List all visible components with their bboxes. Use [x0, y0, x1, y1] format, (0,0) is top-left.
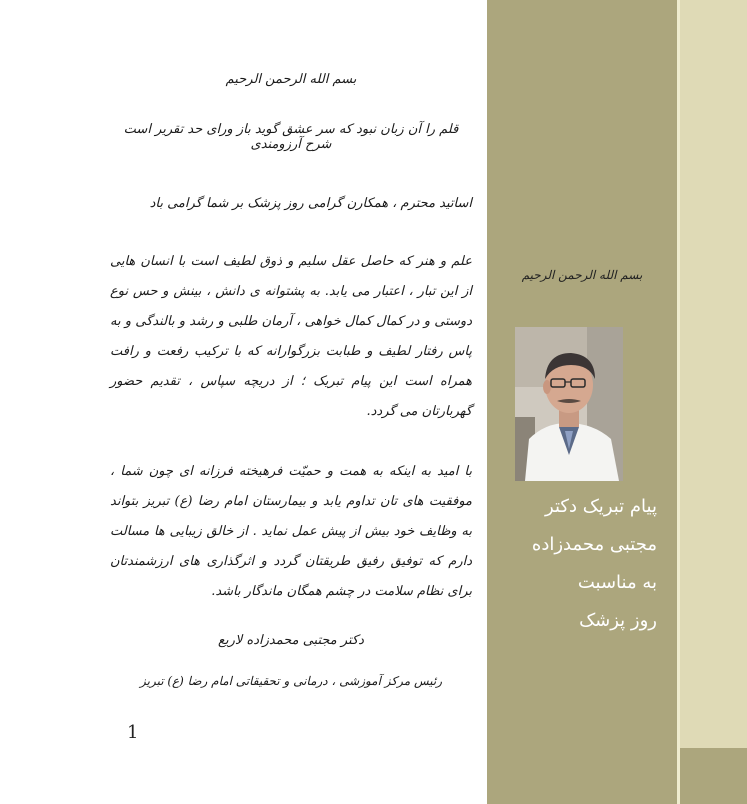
letter-paragraph-1: علم و هنر که حاصل عقل سلیم و ذوق لطیف است با انسان هایی از این تبار ، اعتبار می یابد. به پشتوانه ی دانش ، بینش و حس نوع دوستی و در کمال کمال خواهی ، آرمان طلبی و رشد و بالندگی و به پاس رفتار لطیف و طبابت بزرگوارانه که با ترکیب رفعت و رافت همراه است این پیام تبریک ؛ از دریچه سپاس ، تقدیم حضور گهربارتان می گردد. — [110, 254, 472, 419]
letter-paragraph-2: با امید به اینکه به همت و حمیّت فرهیخته فرزانه ای چون شما ، موفقیت های تان تداوم یابد و بیمارستان امام رضا (ع) تبریز بتواند به وظایف خود بیش از پیش عمل نماید . از خالق زیبایی ها مسالت دارم که توفیق رفیق طریقتان گردد و اثرگذاری های ارزشمندتان برای نظام سلامت در چشم همگان ماندگار باشد. — [110, 464, 472, 599]
letter-signature: دکتر مجتبی محمدزاده لاریع — [218, 633, 364, 648]
headline-line: پیام تبریک دکتر — [545, 496, 657, 517]
sidebar-panel — [487, 0, 677, 804]
letter-poem: قلم را آن زبان نبود که سر عشق گوید باز ورای حد تقریر است شرح آرزومندی — [123, 122, 459, 152]
letter-position: رئیس مرکز آموزشی ، درمانی و تحقیقاتی امام رضا (ع) تبریز — [139, 674, 443, 688]
decorative-strip-dark — [677, 748, 747, 804]
page-number: 1 — [127, 722, 139, 743]
letter-salutation: اساتید محترم ، همکارن گرامی روز پزشک بر شما گرامی باد — [149, 196, 472, 211]
letter-body — [110, 60, 472, 700]
headline-line: به مناسبت — [577, 572, 657, 593]
portrait-photo — [515, 327, 623, 481]
strip-divider — [677, 0, 680, 804]
sidebar-basmala: بسم الله الرحمن الرحیم — [521, 268, 643, 282]
headline-line: مجتبی محمدزاده — [531, 534, 657, 555]
headline-line: روز پزشک — [579, 610, 657, 631]
greeting-headline — [507, 488, 657, 640]
portrait-illustration — [515, 327, 623, 481]
decorative-strip-light — [677, 0, 747, 748]
letter-basmala: بسم الله الرحمن الرحیم — [225, 72, 357, 87]
